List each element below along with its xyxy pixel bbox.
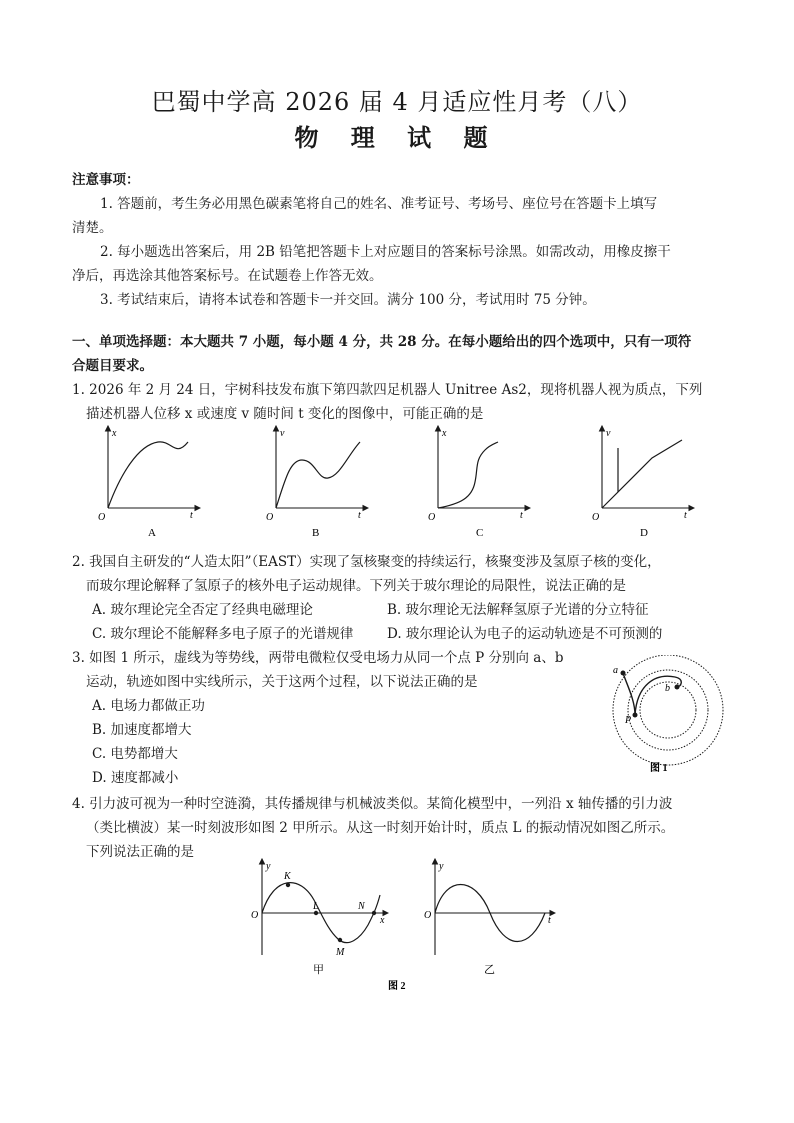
fig2-right-caption: 乙	[484, 964, 495, 976]
fig2-left-yaxis: y	[266, 861, 271, 872]
notice-item-2: 2. 每小题选出答案后，用 2B 铅笔把答题卡上对应题目的答案标号涂黑。如需改动，用橡皮擦干	[100, 244, 671, 260]
graph-b-curve	[276, 442, 360, 508]
fig2-right-yaxis: y	[439, 861, 444, 872]
fig2-right-origin: O	[424, 910, 432, 921]
graph-a	[98, 426, 200, 539]
label-a: a	[613, 665, 618, 676]
section-1-heading-cont: 合题目要求。	[72, 358, 153, 374]
question-1: 1. 2026 年 2 月 24 日，宇树科技发布旗下第四款四足机器人 Unitree As2，现将机器人视为质点，下列	[72, 382, 703, 398]
figure-2-right	[424, 859, 555, 976]
point-p	[633, 713, 638, 718]
graph-c-curve	[438, 442, 498, 508]
trajectory-a	[623, 673, 635, 715]
graph-c-label: C	[476, 527, 484, 539]
figure-2-left	[251, 859, 388, 976]
section-1-heading: 一、单项选择题：本大题共 7 小题，每小题 4 分，共 28 分。在每小题给出的四个选项中，只有一项符	[72, 334, 692, 350]
fig2-left-origin: O	[251, 910, 259, 921]
figure-1-caption: 图 1	[650, 763, 668, 774]
figure-1	[605, 655, 740, 780]
question-2-cont: 而玻尔理论解释了氢原子的核外电子运动规律。下列关于玻尔理论的局限性，说法正确的是	[86, 578, 626, 594]
question-2-option-c: C. 玻尔理论不能解释多电子原子的光谱规律	[92, 626, 354, 642]
label-n: N	[358, 901, 365, 912]
label-k: K	[284, 871, 291, 882]
graph-d-label: D	[640, 527, 648, 539]
question-1-graphs	[90, 420, 710, 545]
fig2-right-taxis: t	[548, 915, 551, 926]
question-2: 2. 我国自主研发的“人造太阳”（EAST）实现了氢核聚变的持续运行，核聚变涉及氢原子核的变化，	[72, 554, 661, 570]
graph-b-label: B	[312, 527, 320, 539]
graph-c-yaxis: x	[442, 428, 447, 439]
question-3-option-c: C. 电势都增大	[92, 746, 178, 762]
graph-c-origin: O	[428, 512, 436, 523]
graph-a-taxis: t	[190, 510, 193, 521]
graph-c	[428, 426, 530, 539]
question-3: 3. 如图 1 所示，虚线为等势线，两带电微粒仅受电场力从同一个点 P 分别向 a、b	[72, 650, 564, 666]
question-4-cont-2: 下列说法正确的是	[86, 844, 194, 860]
point-b	[675, 685, 680, 690]
graph-c-taxis: t	[520, 510, 523, 521]
label-b: b	[665, 683, 670, 694]
question-3-cont: 运动，轨迹如图中实线所示，关于这两个过程，以下说法正确的是	[86, 674, 478, 690]
label-l: L	[313, 901, 319, 912]
graph-b	[266, 426, 368, 539]
question-4-cont: （类比横波）某一时刻波形如图 2 甲所示。从这一时刻开始计时，质点 L 的振动情况如图乙所示。	[86, 820, 675, 836]
notice-heading: 注意事项：	[72, 172, 140, 188]
point-a	[621, 671, 626, 676]
question-2-option-d: D. 玻尔理论认为电子的运动轨迹是不可预测的	[387, 626, 663, 642]
graph-d-origin: O	[592, 512, 600, 523]
notice-item-1-cont: 清楚。	[72, 220, 113, 236]
graph-a-curve	[108, 442, 188, 508]
fig2-left-xaxis: x	[380, 915, 385, 926]
question-4: 4. 引力波可视为一种时空涟漪，其传播规律与机械波类似。某简化模型中，一列沿 x 轴传播的引力波	[72, 796, 673, 812]
exam-subject: 物 理 试 题	[294, 123, 500, 152]
question-2-option-b: B. 玻尔理论无法解释氢原子光谱的分立特征	[387, 602, 649, 618]
point-m	[338, 938, 342, 942]
question-3-option-b: B. 加速度都增大	[92, 722, 192, 738]
graph-a-origin: O	[98, 512, 106, 523]
graph-a-label: A	[148, 527, 156, 539]
question-3-option-a: A. 电场力都做正功	[92, 698, 205, 714]
graph-b-origin: O	[266, 512, 274, 523]
graph-d	[592, 426, 694, 539]
graph-b-taxis: t	[358, 510, 361, 521]
figure-2	[250, 855, 570, 995]
graph-d-curve	[602, 440, 682, 508]
figure-2-caption: 图 2	[388, 981, 406, 992]
point-k	[286, 883, 290, 887]
notice-item-1: 1. 答题前，考生务必用黑色碳素笔将自己的姓名、准考证号、考场号、座位号在答题卡上填写	[100, 196, 658, 212]
point-n	[372, 911, 376, 915]
graph-d-yaxis: v	[606, 428, 611, 439]
label-m: M	[336, 947, 345, 958]
notice-item-2-cont: 净后，再选涂其他答案标号。在试题卷上作答无效。	[72, 268, 383, 284]
question-1-cont: 描述机器人位移 x 或速度 v 随时间 t 变化的图像中，可能正确的是	[86, 406, 484, 422]
trajectory-b	[635, 676, 681, 715]
graph-d-taxis: t	[684, 510, 687, 521]
label-p: P	[625, 715, 632, 726]
exam-title: 巴蜀中学高 2026 届 4 月适应性月考（八）	[151, 88, 643, 116]
fig2-left-caption: 甲	[313, 964, 324, 976]
question-3-option-d: D. 速度都减小	[92, 770, 179, 786]
graph-b-yaxis: v	[280, 428, 285, 439]
graph-a-yaxis: x	[112, 428, 117, 439]
question-2-option-a: A. 玻尔理论完全否定了经典电磁理论	[92, 602, 313, 618]
notice-item-3: 3. 考试结束后，请将本试卷和答题卡一并交回。满分 100 分，考试用时 75 分钟。	[100, 292, 596, 308]
